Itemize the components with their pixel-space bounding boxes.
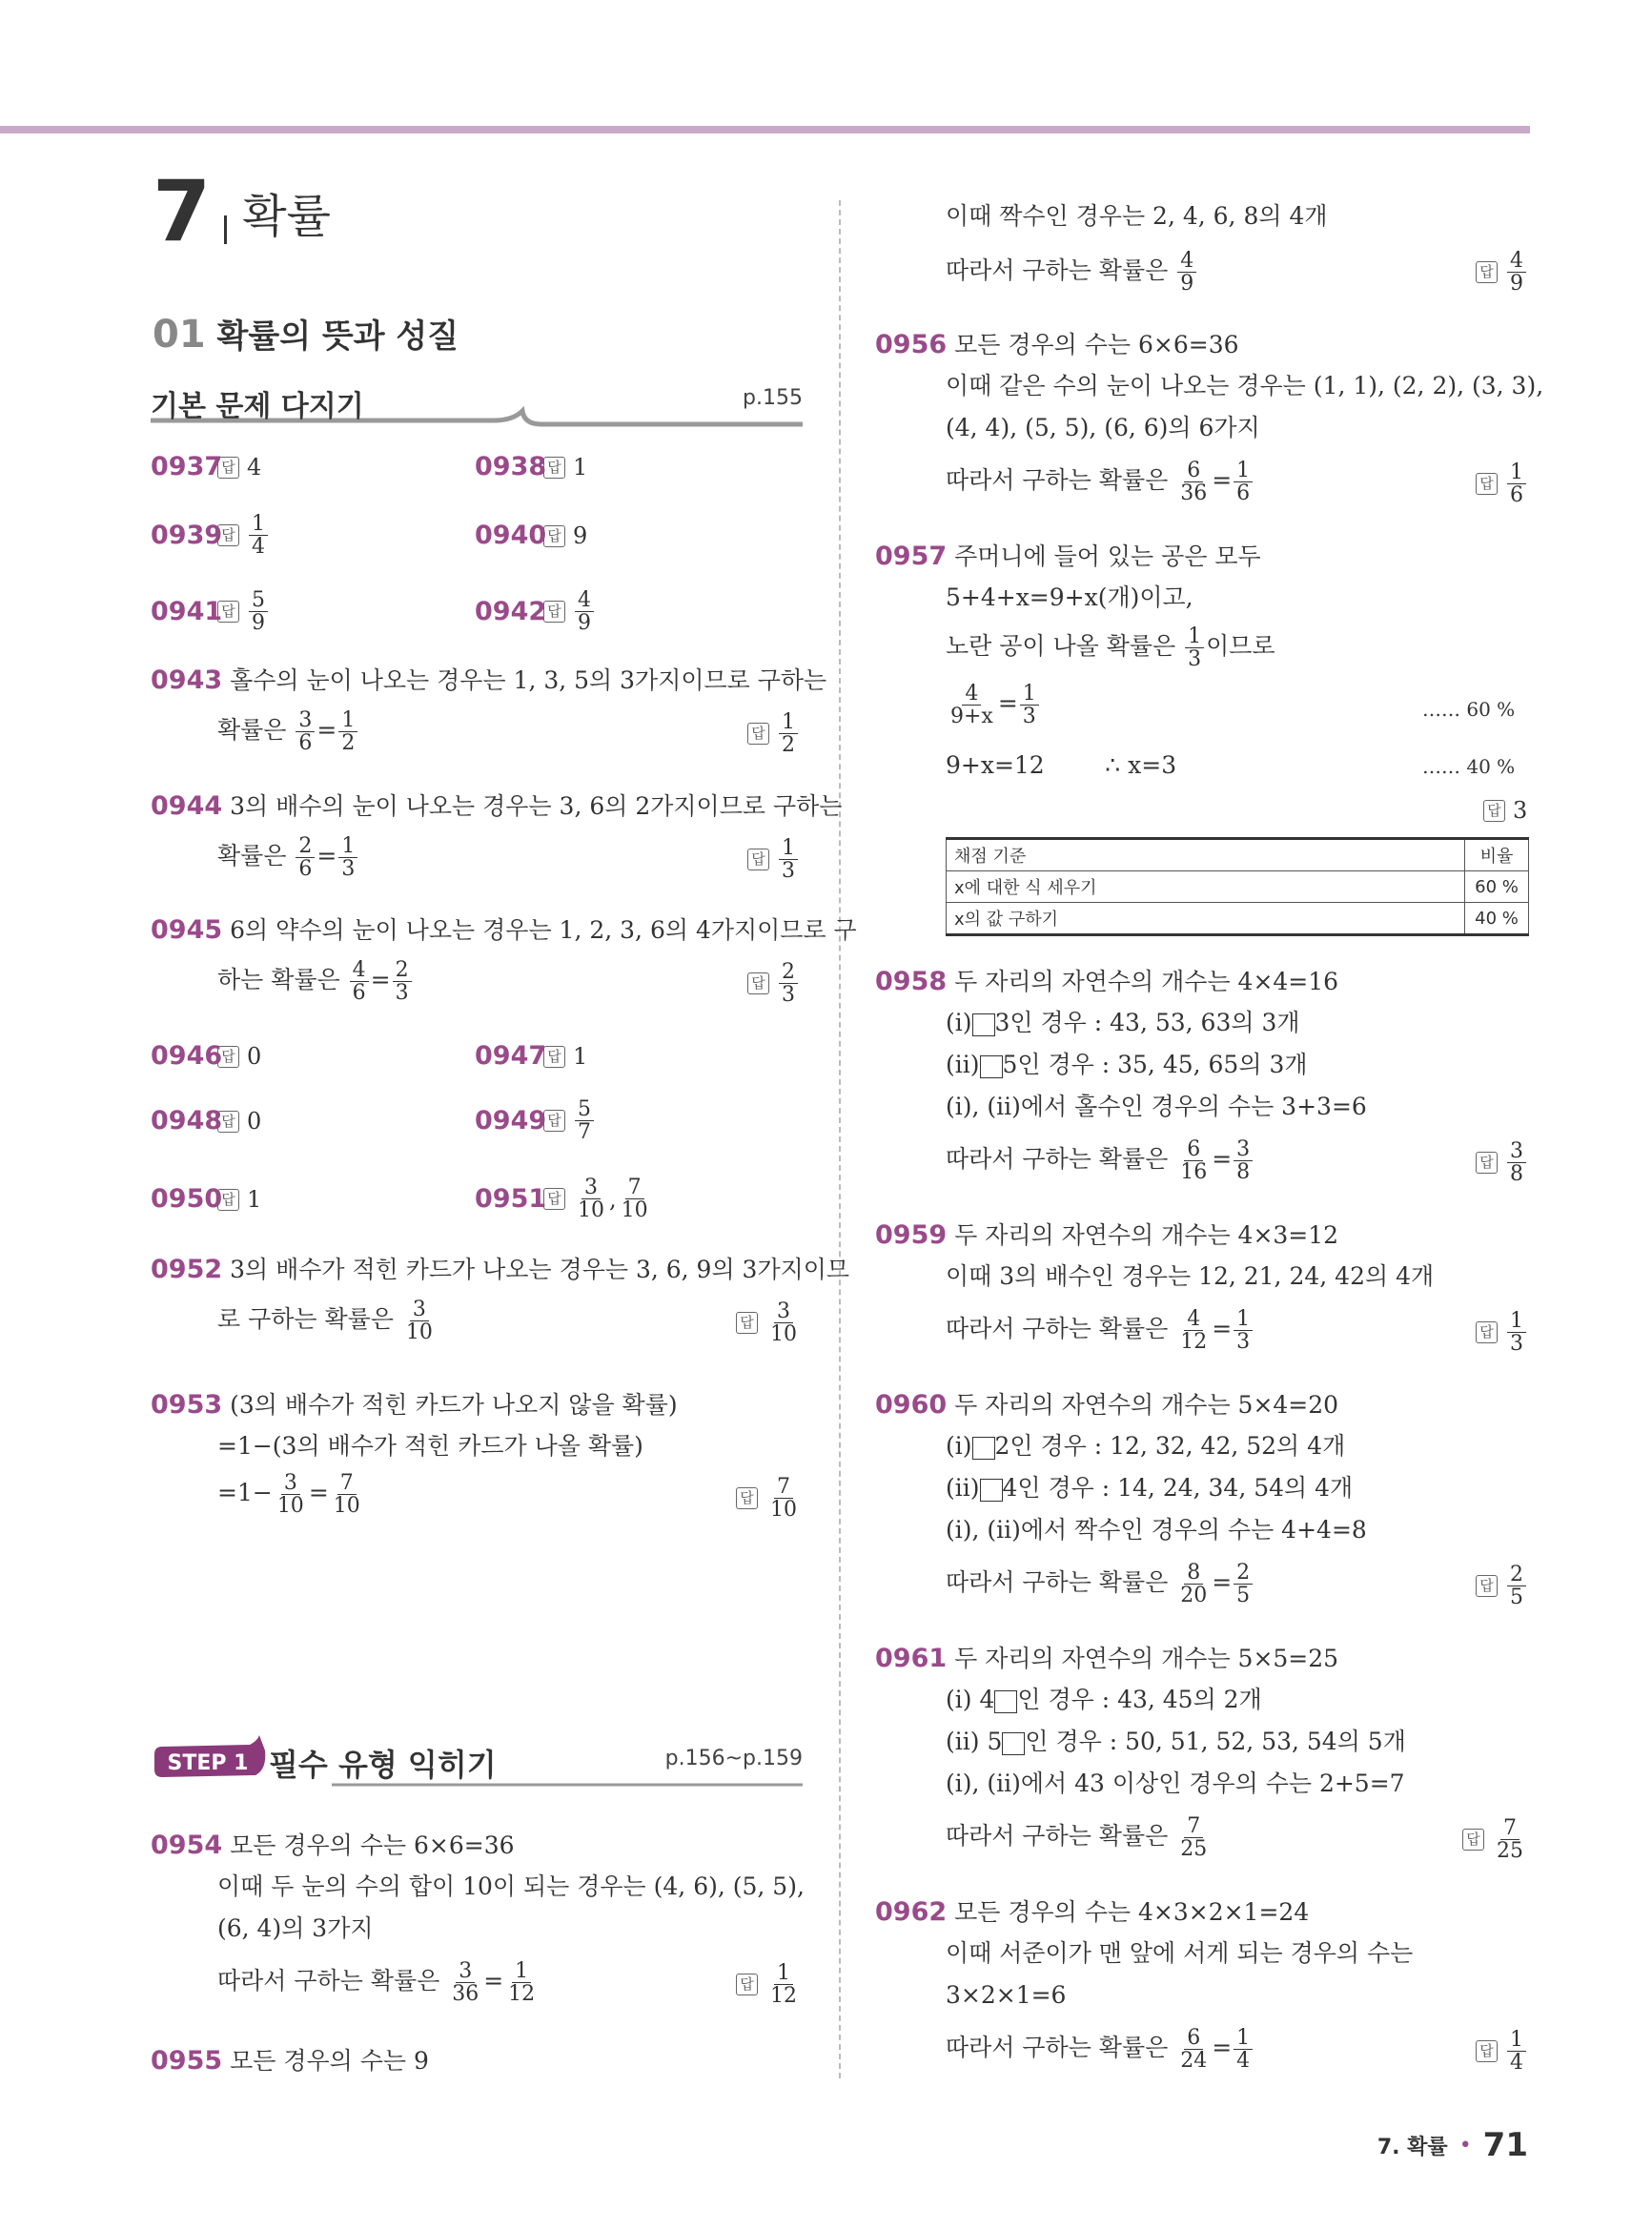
problem-0956-line2: 이때 같은 수의 눈이 나오는 경우는 (1, 1), (2, 2), (3, 3), [946, 372, 1544, 399]
answer-0961: 답 $\frac{7}{25}$ [1462, 1817, 1528, 1862]
answer-icon: 답 [1476, 473, 1498, 495]
problem-0947: 0947 [475, 1041, 547, 1071]
problem-0957-ratio2: …… 40 % [1422, 755, 1516, 778]
problem-0959-line3: 따라서 구하는 확률은 $\frac{4}{12}$ = $\frac{1}{3}$ [946, 1308, 1254, 1353]
problem-0960: 0960 두 자리의 자연수의 개수는 5×4=20 [875, 1390, 1339, 1420]
grading-table [946, 837, 1529, 936]
problem-0953-line2: =1−(3의 배수가 적힌 카드가 나올 확률) [217, 1432, 643, 1460]
problem-0953: 0953 (3의 배수가 적힌 카드가 나오지 않을 확률) [151, 1390, 678, 1420]
chapter-number: 7 [153, 162, 212, 260]
problem-0953-line3: =1− $\frac{3}{10}$ = $\frac{7}{10}$ [217, 1471, 360, 1519]
answer-0938: 답 1 [543, 454, 587, 481]
problem-0939: 0939 [151, 521, 223, 550]
problem-0954: 0954 모든 경우의 수는 6×6=36 [151, 1831, 515, 1860]
problem-0961-line5: 따라서 구하는 확률은 $\frac{7}{25}$ [946, 1814, 1208, 1862]
problem-0960-line2: (i) 2인 경우 : 12, 32, 42, 52의 4개 [946, 1432, 1346, 1460]
answer-icon: 답 [747, 849, 769, 870]
problem-0961-line4: (i), (ii)에서 43 이상인 경우의 수는 2+5=7 [946, 1770, 1405, 1797]
problem-0958: 0958 두 자리의 자연수의 개수는 4×4=16 [875, 967, 1339, 996]
problem-0954-line3: (6, 4)의 3가지 [217, 1914, 374, 1942]
answer-icon: 답 [1476, 2040, 1498, 2062]
problem-0962-line4: 따라서 구하는 확률은 $\frac{6}{24}$ = $\frac{1}{4}$ [946, 2027, 1254, 2072]
problem-0944-line2: 확률은 $\frac{2}{6}$ = $\frac{1}{3}$ [217, 835, 359, 880]
answer-0956: 답 $\frac{1}{6}$ [1476, 461, 1528, 506]
grading-header-criteria: 채점 기준 [947, 839, 1465, 871]
answer-icon: 답 [1483, 800, 1505, 822]
problem-0962: 0962 모든 경우의 수는 4×3×2×1=24 [875, 1897, 1310, 1927]
answer-icon: 답 [217, 1111, 239, 1133]
answer-0962: 답 $\frac{1}{4}$ [1476, 2029, 1528, 2074]
problem-0958-line3: (ii) 5인 경우 : 35, 45, 65의 3개 [946, 1051, 1308, 1078]
blank-box [994, 1690, 1017, 1713]
problem-0957-line5: 9+x=12 ∴ x=3 [946, 751, 1177, 779]
answer-0957: 답 3 [1483, 797, 1527, 824]
grading-row-2: x의 값 구하기 [947, 903, 1465, 935]
answer-icon: 답 [736, 1312, 758, 1334]
answer-0943: 답 $\frac{1}{2}$ [747, 711, 800, 756]
answer-0949: 답 $\frac{5}{7}$ [543, 1098, 596, 1143]
answer-icon: 답 [543, 1110, 565, 1132]
answer-0942: 답 $\frac{4}{9}$ [543, 589, 596, 634]
problem-0944: 0944 3의 배수의 눈이 나오는 경우는 3, 6의 2가지이므로 구하는 [151, 791, 843, 821]
problem-0952-line2: 로 구하는 확률은 $\frac{3}{10}$ [217, 1298, 433, 1345]
answer-icon: 답 [747, 723, 769, 745]
answer-0948: 답 0 [217, 1108, 261, 1135]
band-title: 필수 유형 익히기 [269, 1747, 497, 1783]
problem-0945-line2: 하는 확률은 $\frac{4}{6}$ = $\frac{2}{3}$ [217, 959, 414, 1004]
section-number: 01 [153, 313, 206, 357]
problem-0958-line2: (i) 3인 경우 : 43, 53, 63의 3개 [946, 1009, 1300, 1036]
chapter-separator [224, 215, 227, 244]
problem-0956-line3: (4, 4), (5, 5), (6, 6)의 6가지 [946, 414, 1260, 441]
answer-icon: 답 [543, 1046, 565, 1068]
problem-0949: 0949 [475, 1106, 547, 1135]
answer-icon: 답 [543, 525, 565, 547]
problem-0959: 0959 두 자리의 자연수의 개수는 4×3=12 [875, 1220, 1339, 1250]
answer-icon: 답 [543, 1188, 565, 1210]
answer-icon: 답 [217, 601, 239, 623]
answer-0955: 답 $\frac{4}{9}$ [1476, 250, 1528, 295]
problem-0957-line2: 5+4+x=9+x(개)이고, [946, 583, 1193, 611]
answer-0954: 답 $\frac{1}{12}$ [736, 1962, 802, 2007]
answer-0953: 답 $\frac{7}{10}$ [736, 1476, 802, 1521]
answer-icon: 답 [217, 1046, 239, 1068]
problem-0948: 0948 [151, 1106, 223, 1135]
answer-icon: 답 [747, 972, 769, 994]
answer-icon: 답 [543, 457, 565, 479]
answer-0944: 답 $\frac{1}{3}$ [747, 837, 800, 882]
answer-icon: 답 [217, 524, 239, 546]
footer-chapter: 7. 확률 [1377, 2135, 1448, 2159]
column-divider [839, 200, 841, 2078]
problem-0958-line5: 따라서 구하는 확률은 $\frac{6}{16}$ = $\frac{3}{8}$ [946, 1138, 1254, 1183]
problem-0957-line3: 노란 공이 나올 확률은 $\frac{1}{3}$ 이므로 [946, 624, 1275, 672]
answer-0960: 답 $\frac{2}{5}$ [1476, 1564, 1528, 1608]
problem-0955: 0955 모든 경우의 수는 9 [151, 2046, 429, 2076]
answer-0947: 답 1 [543, 1043, 587, 1070]
problem-0957-line4: $\frac{4}{9+x}$ = $\frac{1}{3}$ [946, 683, 1041, 727]
problem-0943-line2: 확률은 $\frac{3}{6}$ = $\frac{1}{2}$ [217, 709, 359, 754]
answer-icon: 답 [736, 1487, 758, 1509]
problem-0956-line4: 따라서 구하는 확률은 $\frac{6}{36}$ = $\frac{1}{6}$ [946, 460, 1254, 504]
page-number: 71 [1482, 2126, 1528, 2164]
answer-0950: 답 1 [217, 1186, 261, 1213]
blank-box [972, 1013, 995, 1036]
problem-0951: 0951 [475, 1184, 547, 1214]
problem-0957: 0957 주머니에 들어 있는 공은 모두 [875, 542, 1261, 571]
section-heading [153, 310, 459, 357]
blank-box [980, 1055, 1003, 1078]
problem-0945: 0945 6의 약수의 눈이 나오는 경우는 1, 2, 3, 6의 4가지이므로 구 [151, 915, 857, 945]
answer-icon: 답 [1462, 1829, 1484, 1851]
problem-0956: 0956 모든 경우의 수는 6×6=36 [875, 330, 1239, 359]
grading-header-ratio: 비율 [1465, 839, 1529, 871]
problem-0961-line2: (i) 4 인 경우 : 43, 45의 2개 [946, 1686, 1262, 1713]
problem-0960-line3: (ii) 4인 경우 : 14, 24, 34, 54의 4개 [946, 1474, 1354, 1502]
problem-0954-line2: 이때 두 눈의 수의 합이 10이 되는 경우는 (4, 6), (5, 5), [217, 1872, 805, 1900]
basic-problems-band [151, 375, 803, 432]
section-title: 확률의 뜻과 성질 [216, 317, 459, 356]
answer-icon: 답 [217, 457, 239, 479]
problem-0955-line2: 이때 짝수인 경우는 2, 4, 6, 8의 4개 [946, 202, 1328, 230]
problem-0942: 0942 [475, 597, 547, 626]
answer-0945: 답 $\frac{2}{3}$ [747, 961, 800, 1006]
answer-0946: 답 0 [217, 1043, 261, 1070]
blank-box [1002, 1732, 1025, 1755]
answer-0941: 답 $\frac{5}{9}$ [217, 589, 270, 634]
answer-icon: 답 [1476, 261, 1498, 283]
step1-band [151, 1735, 803, 1792]
problem-0962-line3: 3×2×1=6 [946, 1981, 1067, 2009]
band-page-ref: p.155 [743, 386, 803, 410]
problem-0960-line4: (i), (ii)에서 짝수인 경우의 수는 4+4=8 [946, 1516, 1367, 1544]
problem-0961: 0961 두 자리의 자연수의 개수는 5×5=25 [875, 1644, 1339, 1673]
answer-0940: 답 9 [543, 522, 587, 549]
problem-0955-line3: 따라서 구하는 확률은 $\frac{4}{9}$ [946, 250, 1198, 295]
answer-0959: 답 $\frac{1}{3}$ [1476, 1310, 1528, 1355]
answer-0951: 답 $\frac{3}{10}$ , $\frac{7}{10}$ [543, 1176, 653, 1221]
blank-box [980, 1479, 1003, 1502]
problem-0960-line5: 따라서 구하는 확률은 $\frac{8}{20}$ = $\frac{2}{5}$ [946, 1562, 1254, 1606]
problem-0957-ratio1: …… 60 % [1422, 698, 1516, 721]
answer-icon: 답 [736, 1974, 758, 1995]
top-rule [0, 126, 1530, 133]
blank-box [972, 1437, 995, 1460]
problem-0940: 0940 [475, 521, 547, 550]
problem-0943: 0943 홀수의 눈이 나오는 경우는 1, 3, 5의 3가지이므로 구하는 [151, 665, 827, 695]
answer-icon: 답 [1476, 1575, 1498, 1597]
problem-0958-line4: (i), (ii)에서 홀수인 경우의 수는 3+3=6 [946, 1093, 1367, 1120]
chapter-title: 확률 [242, 189, 331, 243]
answer-0937: 답 4 [217, 454, 261, 481]
answer-0952: 답 $\frac{3}{10}$ [736, 1300, 802, 1345]
problem-0941: 0941 [151, 597, 223, 626]
problem-0959-line2: 이때 3의 배수인 경우는 12, 21, 24, 42의 4개 [946, 1262, 1435, 1290]
answer-icon: 답 [217, 1189, 239, 1211]
answer-icon: 답 [1476, 1321, 1498, 1343]
problem-0950: 0950 [151, 1184, 223, 1214]
bullet-icon: • [1458, 2133, 1472, 2158]
answer-icon: 답 [1476, 1152, 1498, 1174]
problem-0961-line3: (ii) 5 인 경우 : 50, 51, 52, 53, 54의 5개 [946, 1728, 1406, 1755]
grading-row-1: x에 대한 식 세우기 [947, 871, 1465, 903]
answer-0958: 답 $\frac{3}{8}$ [1476, 1140, 1528, 1185]
answer-0939: 답 $\frac{1}{4}$ [217, 513, 270, 558]
step1-badge-text: STEP 1 [167, 1751, 249, 1775]
problem-0952: 0952 3의 배수가 적힌 카드가 나오는 경우는 3, 6, 9의 3가지이므 [151, 1255, 850, 1284]
answer-icon: 답 [543, 601, 565, 623]
band-title: 기본 문제 다지기 [151, 390, 364, 423]
problem-0954-line4: 따라서 구하는 확률은 $\frac{3}{36}$ = $\frac{1}{12}$ [217, 1959, 536, 2007]
chapter-heading [153, 162, 331, 260]
grading-row-1-ratio: 60 % [1465, 871, 1529, 903]
grading-row-2-ratio: 40 % [1465, 903, 1529, 935]
page-footer [1377, 2126, 1528, 2164]
problem-0938: 0938 [475, 452, 547, 481]
band-page-ref: p.156~p.159 [664, 1747, 803, 1770]
problem-0962-line2: 이때 서준이가 맨 앞에 서게 되는 경우의 수는 [946, 1939, 1414, 1967]
problem-0937: 0937 [151, 452, 223, 481]
problem-0946: 0946 [151, 1041, 223, 1071]
